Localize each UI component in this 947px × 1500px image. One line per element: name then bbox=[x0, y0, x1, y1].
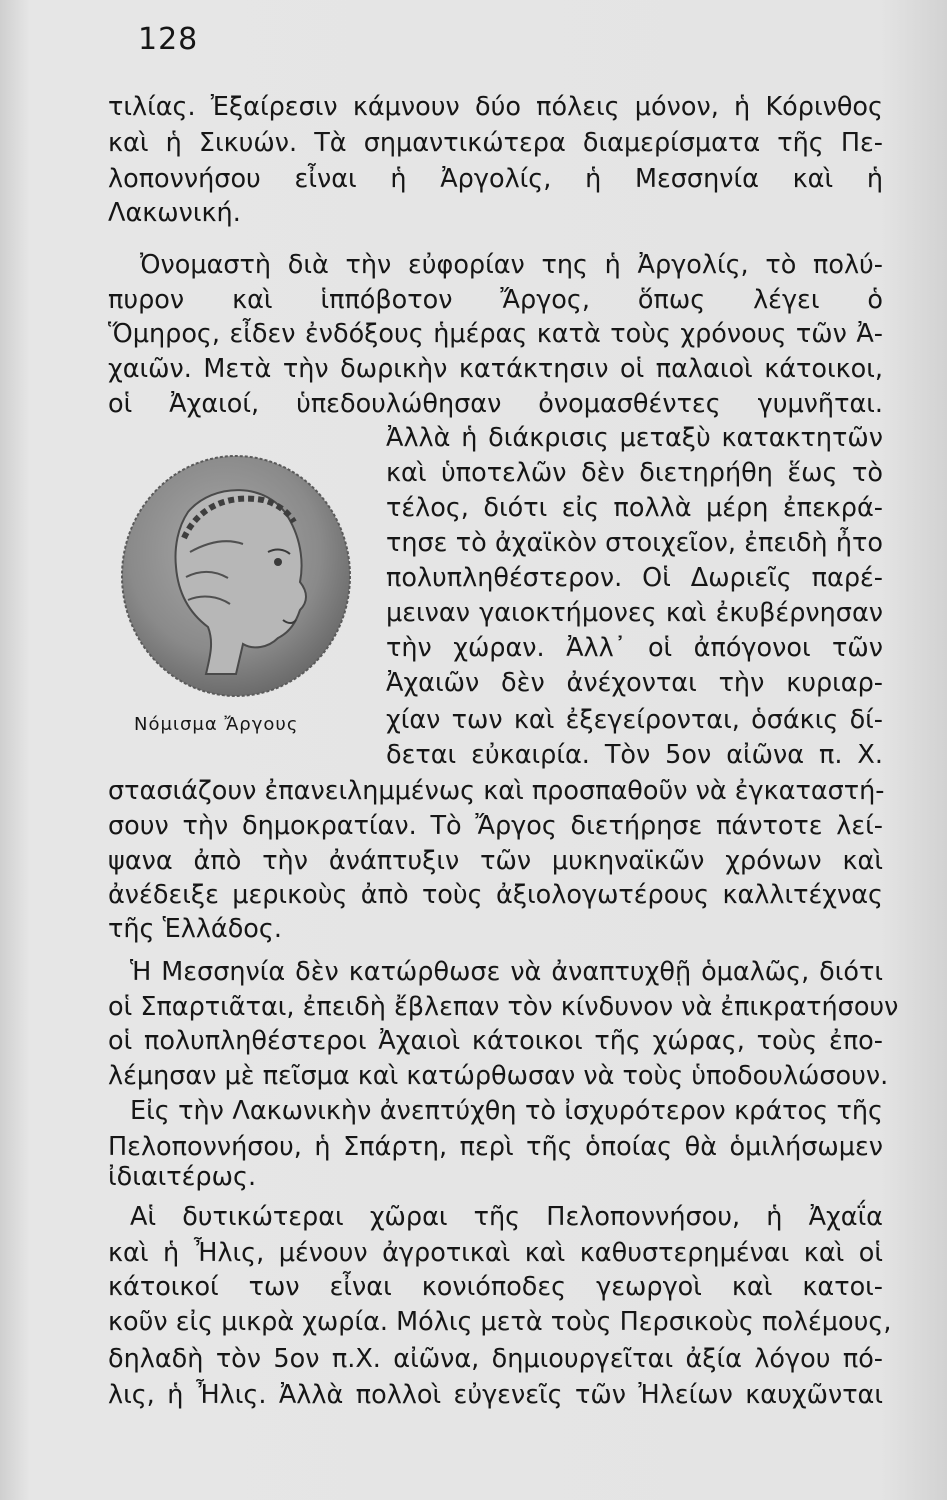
text-line: πυρον καὶ ἱππόβοτον Ἄργος, ὅπως λέγει ὁ bbox=[108, 285, 883, 315]
text-line: δηλαδὴ τὸν 5ον π.Χ. αἰῶνα, δημιουργεῖται ἀξία λόγου πό- bbox=[108, 1344, 883, 1374]
text-line: Πελοποννήσου, ἡ Σπάρτη, περὶ τῆς ὁποίας θὰ ὁμιλήσωμεν bbox=[108, 1132, 883, 1162]
text-line: καὶ ἡ Σικυών. Τὰ σημαντικώτερα διαμερίσματα τῆς Πε- bbox=[108, 128, 883, 158]
coin-caption: Νόμισμα Ἄργους bbox=[134, 714, 299, 735]
text-line: πολυπληθέστερον. Οἱ Δωριεῖς παρέ- bbox=[386, 563, 883, 593]
text-line: οἱ Σπαρτιᾶται, ἐπειδὴ ἔβλεπαν τὸν κίνδυνον νὰ ἐπικρατήσουν bbox=[108, 992, 899, 1022]
text-line: χαιῶν. Μετὰ τὴν δωρικὴν κατάκτησιν οἱ παλαιοὶ κάτοικοι, bbox=[108, 354, 883, 384]
text-line: λέμησαν μὲ πεῖσμα καὶ κατώρθωσαν νὰ τοὺς ὑποδουλώσουν. bbox=[108, 1061, 889, 1091]
text-line: στασιάζουν ἐπανειλημμένως καὶ προσπαθοῦν νὰ ἐγκαταστή- bbox=[108, 776, 885, 806]
text-line: τέλος, διότι εἰς πολλὰ μέρη ἐπεκρά- bbox=[386, 493, 883, 523]
text-line: μειναν γαιοκτήμονες καὶ ἐκυβέρνησαν bbox=[386, 598, 883, 628]
text-line: Λακωνική. bbox=[108, 198, 241, 228]
text-line: ψανα ἀπὸ τὴν ἀνάπτυξιν τῶν μυκηναϊκῶν χρόνων καὶ bbox=[108, 846, 883, 876]
text-line: χίαν των καὶ ἐξεγείρονται, ὁσάκις δί- bbox=[386, 705, 883, 735]
text-line: Ὀνομαστὴ διὰ τὴν εὐφορίαν της ἡ Ἀργολίς, τὸ πολύ- bbox=[140, 250, 883, 280]
text-line: Αἱ δυτικώτεραι χῶραι τῆς Πελοποννήσου, ἡ Ἀχαΐα bbox=[130, 1202, 883, 1232]
text-line: καὶ ὑποτελῶν δὲν διετηρήθη ἕως τὸ bbox=[386, 458, 883, 488]
text-line: σουν τὴν δημοκρατίαν. Τὸ Ἄργος διετήρησε πάντοτε λεί- bbox=[108, 811, 883, 841]
text-line: καὶ ἡ Ἦλις, μένουν ἀγροτικαὶ καὶ καθυστερημέναι καὶ οἱ bbox=[108, 1238, 883, 1268]
text-line: ἰδιαιτέρως. bbox=[108, 1162, 257, 1192]
text-line: τησε τὸ ἀχαϊκὸν στοιχεῖον, ἐπειδὴ ἦτο bbox=[386, 528, 883, 558]
coin-image bbox=[118, 452, 354, 700]
text-line: τῆς Ἑλλάδος. bbox=[108, 914, 282, 944]
text-line: Εἰς τὴν Λακωνικὴν ἀνεπτύχθη τὸ ἰσχυρότερον κράτος τῆς bbox=[130, 1096, 883, 1126]
text-line: Ἀλλὰ ἡ διάκρισις μεταξὺ κατακτητῶν bbox=[386, 423, 883, 453]
text-line: δεται εὐκαιρία. Τὸν 5ον αἰῶνα π. Χ. bbox=[386, 740, 883, 770]
text-line: κοῦν εἰς μικρὰ χωρία. Μόλις μετὰ τοὺς Περσικοὺς πολέμους, bbox=[108, 1307, 892, 1337]
text-line: Ἀχαιῶν δὲν ἀνέχονται τὴν κυριαρ- bbox=[386, 668, 883, 698]
text-line: κάτοικοί των εἶναι κονιόποδες γεωργοὶ καὶ κατοι- bbox=[108, 1272, 883, 1302]
text-line: λις, ἡ Ἦλις. Ἀλλὰ πολλοὶ εὐγενεῖς τῶν Ἠλείων καυχῶνται bbox=[108, 1380, 883, 1410]
text-line: τὴν χώραν. Ἀλλ᾽ οἱ ἀπόγονοι τῶν bbox=[386, 633, 883, 663]
text-line: τιλίας. Ἐξαίρεσιν κάμνουν δύο πόλεις μόνον, ἡ Κόρινθος bbox=[108, 92, 883, 122]
text-line: οἱ πολυπληθέστεροι Ἀχαιοὶ κάτοικοι τῆς χώρας, τοὺς ἐπο- bbox=[108, 1026, 883, 1056]
text-line: Ἡ Μεσσηνία δὲν κατώρθωσε νὰ ἀναπτυχθῇ ὁμαλῶς, διότι bbox=[130, 957, 883, 987]
text-line: ἀνέδειξε μερικοὺς ἀπὸ τοὺς ἀξιολογωτέρους καλλιτέχνας bbox=[108, 880, 883, 910]
page-number: 128 bbox=[138, 22, 199, 57]
text-line: Ὅμηρος, εἶδεν ἐνδόξους ἡμέρας κατὰ τοὺς χρόνους τῶν Ἀ- bbox=[108, 319, 883, 349]
text-line: οἱ Ἀχαιοί, ὑπεδουλώθησαν ὀνομασθέντες γυμνῆται. bbox=[108, 389, 883, 419]
text-line: λοποννήσου εἶναι ἡ Ἀργολίς, ἡ Μεσσηνία καὶ ἡ bbox=[108, 164, 883, 194]
coin-of-argos-icon bbox=[118, 452, 354, 700]
